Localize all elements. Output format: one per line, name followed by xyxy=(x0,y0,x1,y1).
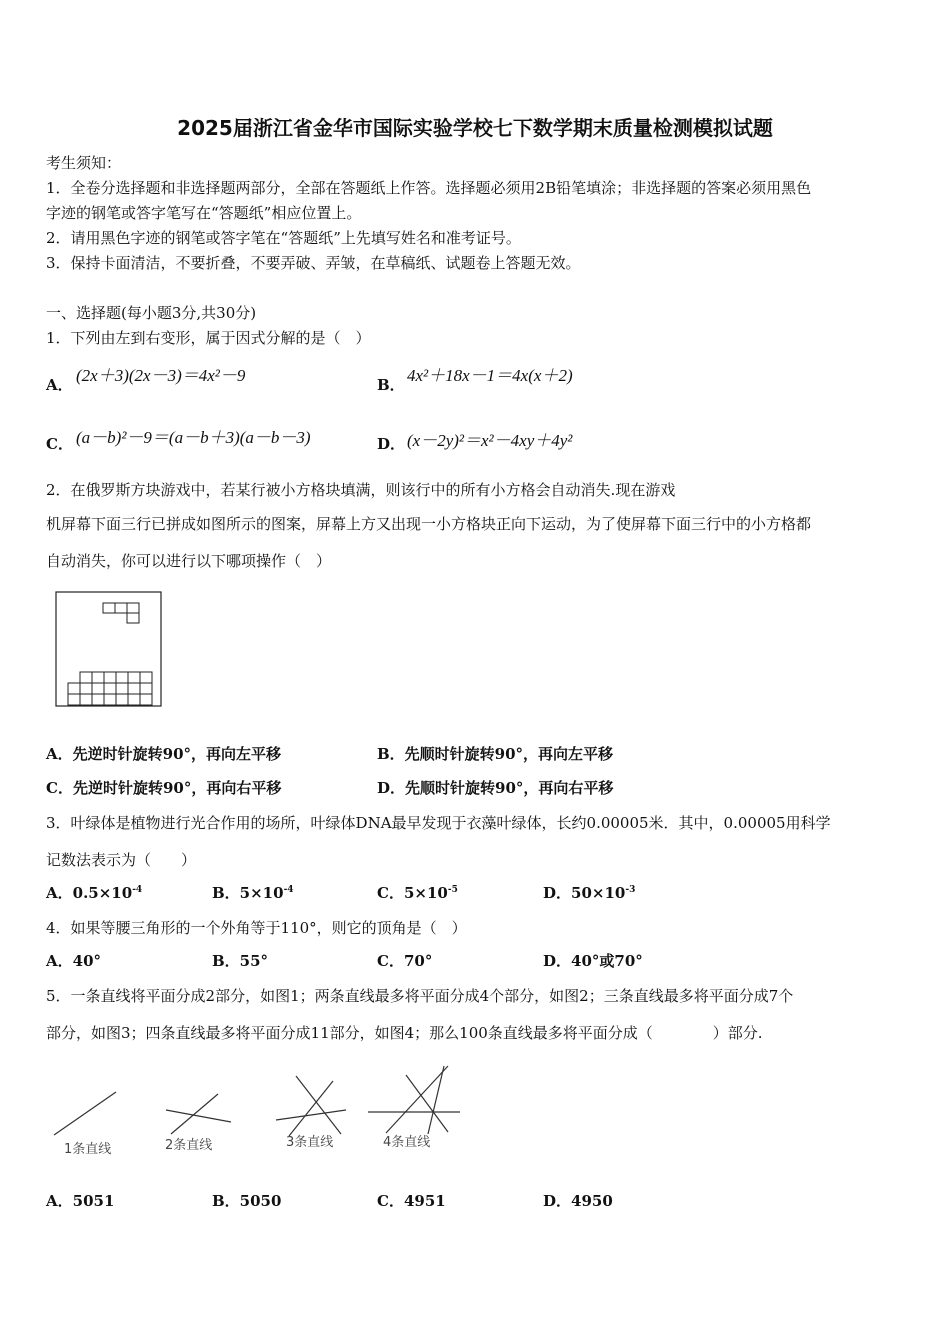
q5-option-b: B．5050 xyxy=(212,1192,282,1210)
q4-stem: 4．如果等腰三角形的一个外角等于110°，则它的顶角是（ ） xyxy=(46,919,467,937)
q1-d-label: D． xyxy=(377,435,406,453)
bottom-rows xyxy=(68,672,152,705)
q1-b-label: B． xyxy=(377,376,405,394)
fig2-caption: 2条直线 xyxy=(165,1138,213,1153)
q1-d-expr: (x－2y)²＝x²－4xy＋4y² xyxy=(407,431,573,450)
q3-option-a: A．$0.5\times 10^{-4}$ xyxy=(46,884,143,902)
tetris-screen-border xyxy=(56,592,161,706)
fig1-line-1 xyxy=(54,1092,116,1135)
fig4-caption: 4条直线 xyxy=(383,1135,431,1150)
q1-c-expr: (a－b)²－9＝(a－b＋3)(a－b－3) xyxy=(76,428,311,447)
fig3-line-1 xyxy=(276,1110,346,1120)
notice-heading: 考生须知： xyxy=(46,154,122,172)
notice-line-2: 2．请用黑色字迹的钢笔或答字笔在“答题纸”上先填写姓名和准考证号。 xyxy=(46,229,521,247)
q5-option-a: A．5051 xyxy=(46,1192,115,1210)
notice-line-1b: 字迹的钢笔或答字笔写在“答题纸”相应位置上。 xyxy=(46,204,362,222)
fig3-caption: 3条直线 xyxy=(286,1135,334,1150)
q3-option-d: D．$50\times 10^{-3}$ xyxy=(543,884,636,902)
q1-c-label: C． xyxy=(46,435,73,453)
q3-option-b: B．$5\times 10^{-4}$ xyxy=(212,884,294,902)
q4-option-b: B．55° xyxy=(212,952,269,970)
fig4-line-3 xyxy=(406,1075,448,1132)
q1-a-label: A． xyxy=(46,376,73,394)
fig2-line-2 xyxy=(171,1094,218,1134)
q5-line-2: 部分，如图3；四条直线最多将平面分成11部分，如图4；那么100条直线最多将平面分成（ ）部分. xyxy=(46,1024,763,1042)
fig4-line-2 xyxy=(386,1066,448,1133)
q2-option-b: B．先顺时针旋转90°，再向左平移 xyxy=(377,745,614,763)
q1-a-expr: (2x＋3)(2x－3)＝4x²－9 xyxy=(76,366,246,385)
falling-block xyxy=(103,603,139,623)
q3-line-2: 记数法表示为（ ） xyxy=(46,851,197,869)
q2-line-3: 自动消失，你可以进行以下哪项操作（ ） xyxy=(46,552,332,570)
q4-option-d: D．40°或70° xyxy=(543,952,643,970)
q1-b-expr: 4x²＋18x－1＝4x(x＋2) xyxy=(407,366,573,385)
q5-line-1: 5．一条直线将平面分成2部分，如图1；两条直线最多将平面分成4个部分，如图2；三条直线最多将平面分成7个 xyxy=(46,987,794,1005)
q5-option-c: C．4951 xyxy=(377,1192,446,1210)
q2-line-2: 机屏幕下面三行已拼成如图所示的图案，屏幕上方又出现一小方格块正向下运动，为了使屏幕下面三行中的小方格都 xyxy=(46,515,812,533)
fig2-line-1 xyxy=(166,1110,231,1122)
q2-line-1: 2．在俄罗斯方块游戏中，若某行被小方格块填满，则该行中的所有小方格会自动消失.现在游戏 xyxy=(46,481,676,499)
q2-option-a: A．先逆时针旋转90°，再向左平移 xyxy=(46,745,282,763)
fig3-line-3 xyxy=(289,1081,333,1136)
tetris-figure xyxy=(54,590,164,710)
notice-line-3: 3．保持卡面清洁，不要折叠，不要弄破、弄皱，在草稿纸、试题卷上答题无效。 xyxy=(46,254,581,272)
q4-option-a: A．40° xyxy=(46,952,102,970)
q2-option-c: C．先逆时针旋转90°，再向右平移 xyxy=(46,779,282,797)
q3-option-c: C．$5\times 10^{-5}$ xyxy=(377,884,458,902)
notice-line-1: 1．全卷分选择题和非选择题两部分，全部在答题纸上作答。选择题必须用2B铅笔填涂；非选择题的答案必须用黑色 xyxy=(46,179,812,197)
q1-stem: 1．下列由左到右变形，属于因式分解的是（ ） xyxy=(46,329,371,347)
q4-option-c: C．70° xyxy=(377,952,433,970)
page-title: 2025届浙江省金华市国际实验学校七下数学期末质量检测模拟试题 xyxy=(177,116,773,140)
section-heading: 一、选择题(每小题3分,共30分) xyxy=(46,304,257,322)
q3-line-1: 3．叶绿体是植物进行光合作用的场所，叶绿体DNA最早发现于衣藻叶绿体，长约0.00005米．其中，0.00005用科学 xyxy=(46,814,831,832)
fig1-caption: 1条直线 xyxy=(64,1142,112,1157)
q2-option-d: D．先顺时针旋转90°，再向右平移 xyxy=(377,779,614,797)
q5-option-d: D．4950 xyxy=(543,1192,613,1210)
fig3-line-2 xyxy=(296,1076,341,1134)
